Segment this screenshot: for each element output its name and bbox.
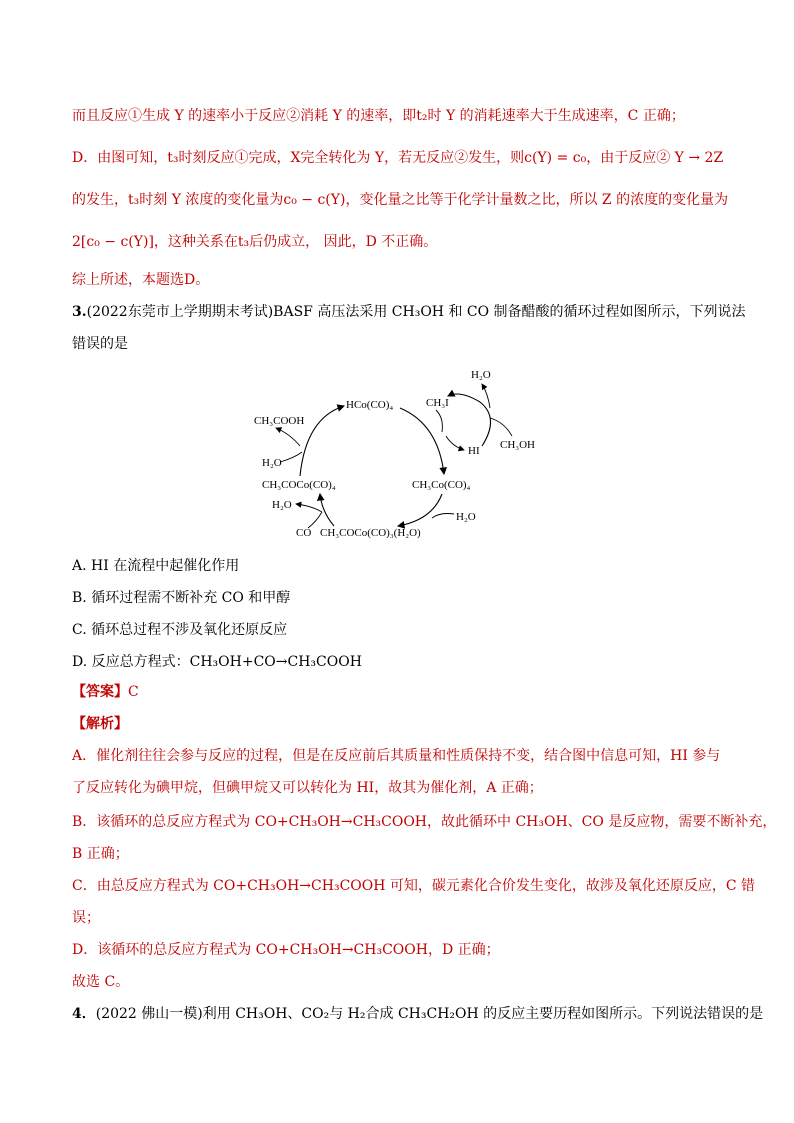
solution-line: 2[c₀ − c(Y)]，这种关系在t₃后仍成立， 因此，D 不正确。	[72, 234, 438, 250]
label-ch3cococo4: CH₃COCo(CO)₄	[262, 479, 336, 491]
option-a: A. HI 在流程中起催化作用	[72, 558, 240, 574]
question-number: 3.	[72, 304, 87, 320]
arrow-ch3i-in	[436, 410, 442, 432]
question-number: 4．	[72, 1006, 96, 1022]
arrow-hi-out	[446, 436, 464, 450]
arrow-h2o-left-in	[280, 452, 302, 462]
analysis-line: 误；	[72, 910, 100, 926]
arrow-release-h2o-bottom	[296, 504, 322, 512]
arrow-hi-to-ch3i	[480, 402, 491, 446]
arrow-ch3i-regen	[448, 394, 480, 402]
question-stem-cont: 错误的是	[72, 336, 128, 352]
arrow-ch3coco4-to-acyl-h2o	[398, 494, 442, 526]
option-d: D. 反应总方程式：CH₃OH+CO→CH₃COOH	[72, 654, 362, 670]
question-stem	[72, 302, 746, 322]
solution-line: 的发生，t₃时刻 Y 浓度的变化量为c₀ − c(Y)，变化量之比等于化学计量数之比，所以 Z 的浓度的变化量为	[72, 192, 729, 208]
label-h2o-bottom-left: H₂O	[272, 499, 292, 511]
label-h2o-left: H₂O	[262, 457, 282, 469]
solution-line: D．由图可知，t₃时刻反应①完成，X完全转化为 Y，若无反应②发生，则c(Y) = c₀，由于反应② Y → 2Z	[72, 150, 724, 166]
label-ch3oh: CH₃OH	[500, 439, 536, 451]
arrow-acyl-h2o-to-acyl	[320, 494, 334, 526]
answer	[72, 682, 139, 702]
label-h2o-top: H₂O	[471, 369, 491, 381]
analysis-label: 【解析】	[72, 716, 128, 732]
label-ch3coco4: CH₃Co(CO)₄	[412, 479, 471, 491]
analysis-line: B 正确；	[72, 846, 129, 862]
catalytic-cycle-diagram	[250, 362, 560, 542]
label-ch3cococo3h2o: CH₃COCo(CO)₃(H₂O)	[320, 527, 421, 539]
question-stem-text: (2022东莞市上学期期末考试)BASF 高压法采用 CH₃OH 和 CO 制备醋酸的循环过程如图所示，下列说法	[86, 304, 746, 320]
analysis-line: 故选 C。	[72, 974, 130, 990]
label-h2o-right: H₂O	[456, 511, 476, 523]
analysis-line: 了反应转化为碘甲烷，但碘甲烷又可以转化为 HI，故其为催化剂，A 正确；	[72, 780, 543, 796]
arrow-acyl-to-hcoco4	[300, 406, 344, 476]
arrow-hcoco4-to-ch3coco4	[400, 408, 444, 474]
solution-conclusion: 综上所述，本题选D。	[72, 272, 210, 288]
arrow-co-in	[308, 512, 322, 528]
answer-label: 【答案】	[72, 684, 128, 700]
label-co: CO	[296, 527, 312, 539]
question-stem-text: (2022 佛山一模)利用 CH₃OH、CO₂与 H₂合成 CH₃CH₂OH 的反应主要历程如图所示。下列说法错误的是	[95, 1006, 764, 1022]
analysis-line: D．该循环的总反应方程式为 CO+CH₃OH→CH₃COOH，D 正确；	[72, 942, 500, 958]
arrow-h2o-right-in	[432, 514, 454, 519]
label-hi: HI	[468, 445, 480, 457]
label-ch3cooh: CH₃COOH	[254, 415, 305, 427]
arrow-ch3oh-in	[490, 418, 512, 436]
solution-line: 而且反应①生成 Y 的速率小于反应②消耗 Y 的速率，即t₂时 Y 的消耗速率大于生成速率，C 正确；	[72, 108, 685, 124]
answer-value: C	[128, 684, 139, 700]
label-ch3i: CH₃I	[426, 397, 449, 409]
analysis-line: A．催化剂往往会参与反应的过程，但是在反应前后其质量和性质保持不变，结合图中信息可知，HI 参与	[72, 748, 721, 764]
option-b: B. 循环过程需不断补充 CO 和甲醇	[72, 590, 291, 606]
analysis-line: C．由总反应方程式为 CO+CH₃OH→CH₃COOH 可知，碳元素化合价发生变化，故涉及氧化还原反应，C 错	[72, 878, 756, 894]
question-stem	[72, 1004, 763, 1024]
label-hcoco4: HCo(CO)₄	[346, 399, 394, 411]
analysis-line: B．该循环的总反应方程式为 CO+CH₃OH→CH₃COOH，故此循环中 CH₃OH、CO 是反应物，需要不断补充，	[72, 814, 777, 830]
option-c: C. 循环总过程不涉及氧化还原反应	[72, 622, 288, 638]
arrow-release-ch3cooh	[276, 428, 300, 446]
